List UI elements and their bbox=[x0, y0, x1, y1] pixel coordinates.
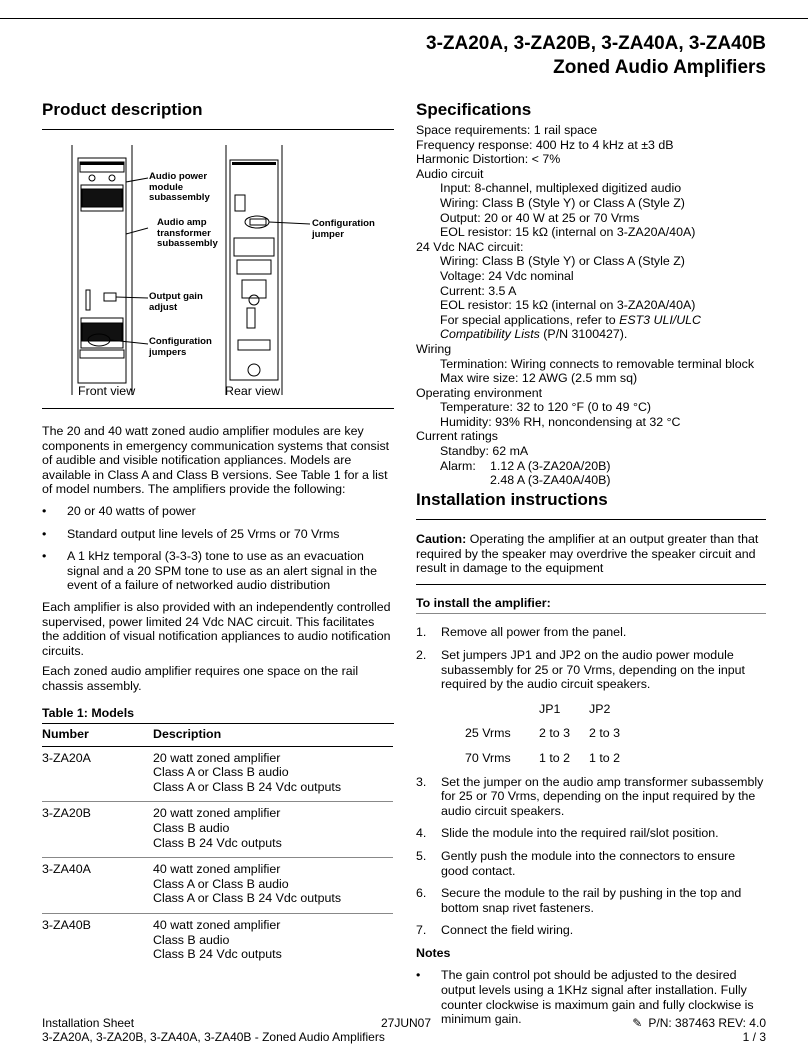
product-description-body bbox=[42, 424, 394, 969]
title-line-2: Zoned Audio Amplifiers bbox=[553, 57, 766, 78]
notes-heading: Notes bbox=[416, 945, 451, 960]
intro-paragraph: The 20 and 40 watt zoned audio amplifier modules are key components in emergency communication systems that consist of audible and visible notification appliances. Models are available in Class A and Class B versions. See Table 1 for a list of model numbers. The amplifiers provide the following: bbox=[42, 424, 390, 497]
jumper-table: JP1 JP2 25 Vrms 2 to 3 2 to 3 70 Vrms 1 to 2 1 to 2 bbox=[465, 701, 621, 765]
amplifier-figure bbox=[42, 140, 394, 402]
table-row bbox=[42, 914, 393, 969]
model-number: 3-ZA20B bbox=[42, 802, 153, 858]
nac-paragraph: Each amplifier is also provided with an independently controlled supervised, power limited 24 Vdc NAC circuit. This facilitates the addition of visual notification appliances to audio notification circuits. bbox=[42, 599, 391, 658]
front-view-label: Front view bbox=[78, 384, 136, 398]
rear-view-label: Rear view bbox=[225, 384, 281, 398]
spec-audio-output: Output: 20 or 40 W at 25 or 70 Vrms bbox=[440, 210, 640, 225]
procedure-heading: To install the amplifier: bbox=[416, 595, 551, 610]
spec-audio-eol: EOL resistor: 15 kΩ (internal on 3-ZA20A/40A) bbox=[440, 225, 696, 240]
spec-audio-circuit: Audio circuit bbox=[416, 166, 484, 181]
callout-configuration-jumper: Configuration jumper bbox=[312, 218, 375, 240]
installation-section bbox=[416, 489, 766, 1027]
model-description: 20 watt zoned amplifier Class B audio Class B 24 Vdc outputs bbox=[153, 802, 393, 858]
model-description: 40 watt zoned amplifier Class B audio Class B 24 Vdc outputs bbox=[153, 918, 282, 962]
column-header-description: Description bbox=[153, 724, 393, 746]
model-description: 20 watt zoned amplifier Class A or Class B audio Class A or Class B 24 Vdc outputs bbox=[153, 746, 393, 802]
table-row bbox=[42, 746, 393, 802]
procedure-rule bbox=[416, 613, 766, 614]
footer-left bbox=[42, 1016, 385, 1044]
spec-temperature: Temperature: 32 to 120 °F (0 to 49 °C) bbox=[440, 400, 652, 415]
caution-rule bbox=[416, 584, 766, 585]
spec-standby: Standby: 62 mA bbox=[440, 444, 529, 459]
spec-nac-eol: EOL resistor: 15 kΩ (internal on 3-ZA20A/40A) bbox=[440, 298, 696, 313]
list-item: 5. Gently push the module into the connectors to ensure good contact. bbox=[416, 848, 736, 878]
spec-environment: Operating environment bbox=[416, 385, 543, 400]
models-table bbox=[42, 724, 393, 969]
product-description-section bbox=[42, 99, 394, 130]
table-caption: Table 1: Models bbox=[42, 705, 135, 720]
spec-audio-wiring: Wiring: Class B (Style Y) or Class A (Style Z) bbox=[440, 195, 685, 210]
spec-nac-circuit: 24 Vdc NAC circuit: bbox=[416, 239, 524, 254]
list-item: 1. Remove all power from the panel. bbox=[416, 625, 627, 640]
model-number: 3-ZA40A bbox=[42, 858, 153, 914]
rail-paragraph: Each zoned audio amplifier requires one space on the rail chassis assembly. bbox=[42, 664, 359, 693]
spec-nac-special: For special applications, refer to EST3 ULI/ULC bbox=[440, 312, 702, 327]
caution-paragraph: Caution: Operating the amplifier at an output greater than that required by the speaker may overdrive the speaker circuit and result in damage to the equipment bbox=[416, 532, 759, 576]
pen-icon: ✎ bbox=[632, 1016, 643, 1030]
spec-frequency: Frequency response: 400 Hz to 4 kHz at ±3 dB bbox=[416, 137, 674, 152]
spec-distortion: Harmonic Distortion: < 7% bbox=[416, 152, 561, 167]
footer-date: 27JUN07 bbox=[381, 1016, 432, 1030]
model-description: 40 watt zoned amplifier Class A or Class B audio Class A or Class B 24 Vdc outputs bbox=[153, 858, 393, 914]
list-item: • A 1 kHz temporal (3-3-3) tone to use as an evacuation signal and a 20 SPM tone to use as an alert signal in the event of a failure of networked audio distribution bbox=[42, 549, 394, 593]
list-item: 3. Set the jumper on the audio amp transformer subassembly for 25 or 70 Vrms, depending on the input required by the audio circuit speakers. bbox=[416, 774, 764, 818]
spec-nac-wiring: Wiring: Class B (Style Y) or Class A (Style Z) bbox=[440, 254, 685, 269]
footer-doc-type: Installation Sheet bbox=[42, 1016, 135, 1030]
specifications-list bbox=[416, 123, 766, 488]
spec-space: Space requirements: 1 rail space bbox=[416, 123, 598, 137]
callout-audio-power-module: Audio power module subassembly bbox=[149, 171, 210, 204]
spec-audio-input: Input: 8-channel, multiplexed digitized audio bbox=[440, 181, 682, 196]
footer-page: 1 / 3 bbox=[742, 1030, 766, 1044]
spec-humidity: Humidity: 93% RH, noncondensing at 32 °C bbox=[440, 414, 681, 429]
install-steps bbox=[416, 625, 766, 938]
spec-current-ratings: Current ratings bbox=[416, 429, 498, 444]
list-item: 7. Connect the field wiring. bbox=[416, 923, 574, 938]
figure-rule bbox=[42, 408, 394, 409]
spec-nac-voltage: Voltage: 24 Vdc nominal bbox=[440, 268, 574, 283]
section-rule bbox=[416, 519, 766, 520]
list-item: 4. Slide the module into the required rail/slot position. bbox=[416, 826, 719, 841]
model-number: 3-ZA40B bbox=[42, 918, 91, 933]
product-description-heading: Product description bbox=[42, 100, 203, 119]
spec-wiring-max: Max wire size: 12 AWG (2.5 mm sq) bbox=[440, 371, 638, 386]
installation-heading: Installation instructions bbox=[416, 490, 608, 509]
spec-alarm: Alarm: 1.12 A (3-ZA20A/20B) bbox=[440, 458, 611, 473]
spec-alarm-2: 2.48 A (3-ZA40A/40B) bbox=[490, 473, 611, 488]
footer-right bbox=[632, 1016, 766, 1044]
footer-part-number: ✎ P/N: 387463 REV: 4.0 bbox=[632, 1016, 766, 1030]
model-number: 3-ZA20A bbox=[42, 746, 153, 802]
list-item: 2. Set jumpers JP1 and JP2 on the audio power module subassembly for 25 or 70 Vrms, depending on the input required by the audio circuit speakers. JP1 JP2 25 Vrms 2 to 3 2 to 3 70 Vrms 1 to 2 1 to 2 bbox=[416, 647, 745, 765]
spec-wiring-termination: Termination: Wiring connects to removable terminal block bbox=[440, 356, 755, 371]
spec-wiring: Wiring bbox=[416, 341, 452, 356]
feature-list bbox=[42, 504, 394, 593]
callout-configuration-jumpers: Configuration jumpers bbox=[149, 336, 212, 358]
table-row bbox=[42, 802, 393, 858]
footer-doc-title: 3-ZA20A, 3-ZA20B, 3-ZA40A, 3-ZA40B - Zoned Audio Amplifiers bbox=[42, 1030, 385, 1044]
list-item: • The gain control pot should be adjusted to the desired output levels using a 1KHz signal after installation. Fully counter clockwise is maximum gain and fully clockwise is minimum gain. bbox=[416, 968, 766, 1026]
title-line-1: 3-ZA20A, 3-ZA20B, 3-ZA40A, 3-ZA40B bbox=[426, 33, 766, 54]
spec-nac-special-2: Compatibility Lists (P/N 3100427). bbox=[440, 327, 628, 342]
specifications-heading: Specifications bbox=[416, 100, 532, 119]
list-item: 6. Secure the module to the rail by pushing in the top and bottom snap rivet fasteners. bbox=[416, 886, 742, 915]
spec-nac-current: Current: 3.5 A bbox=[440, 283, 517, 298]
specifications-section bbox=[416, 99, 766, 488]
list-item: • Standard output line levels of 25 Vrms or 70 Vrms bbox=[42, 527, 394, 542]
table-row bbox=[42, 858, 393, 914]
list-item: • 20 or 40 watts of power bbox=[42, 504, 394, 519]
callout-transformer-subassembly: Audio amp transformer subassembly bbox=[157, 217, 218, 250]
callout-output-gain: Output gain adjust bbox=[149, 291, 203, 313]
document-title bbox=[426, 32, 766, 80]
column-header-number: Number bbox=[42, 724, 153, 746]
section-rule bbox=[42, 129, 394, 130]
header-rule bbox=[0, 18, 808, 19]
